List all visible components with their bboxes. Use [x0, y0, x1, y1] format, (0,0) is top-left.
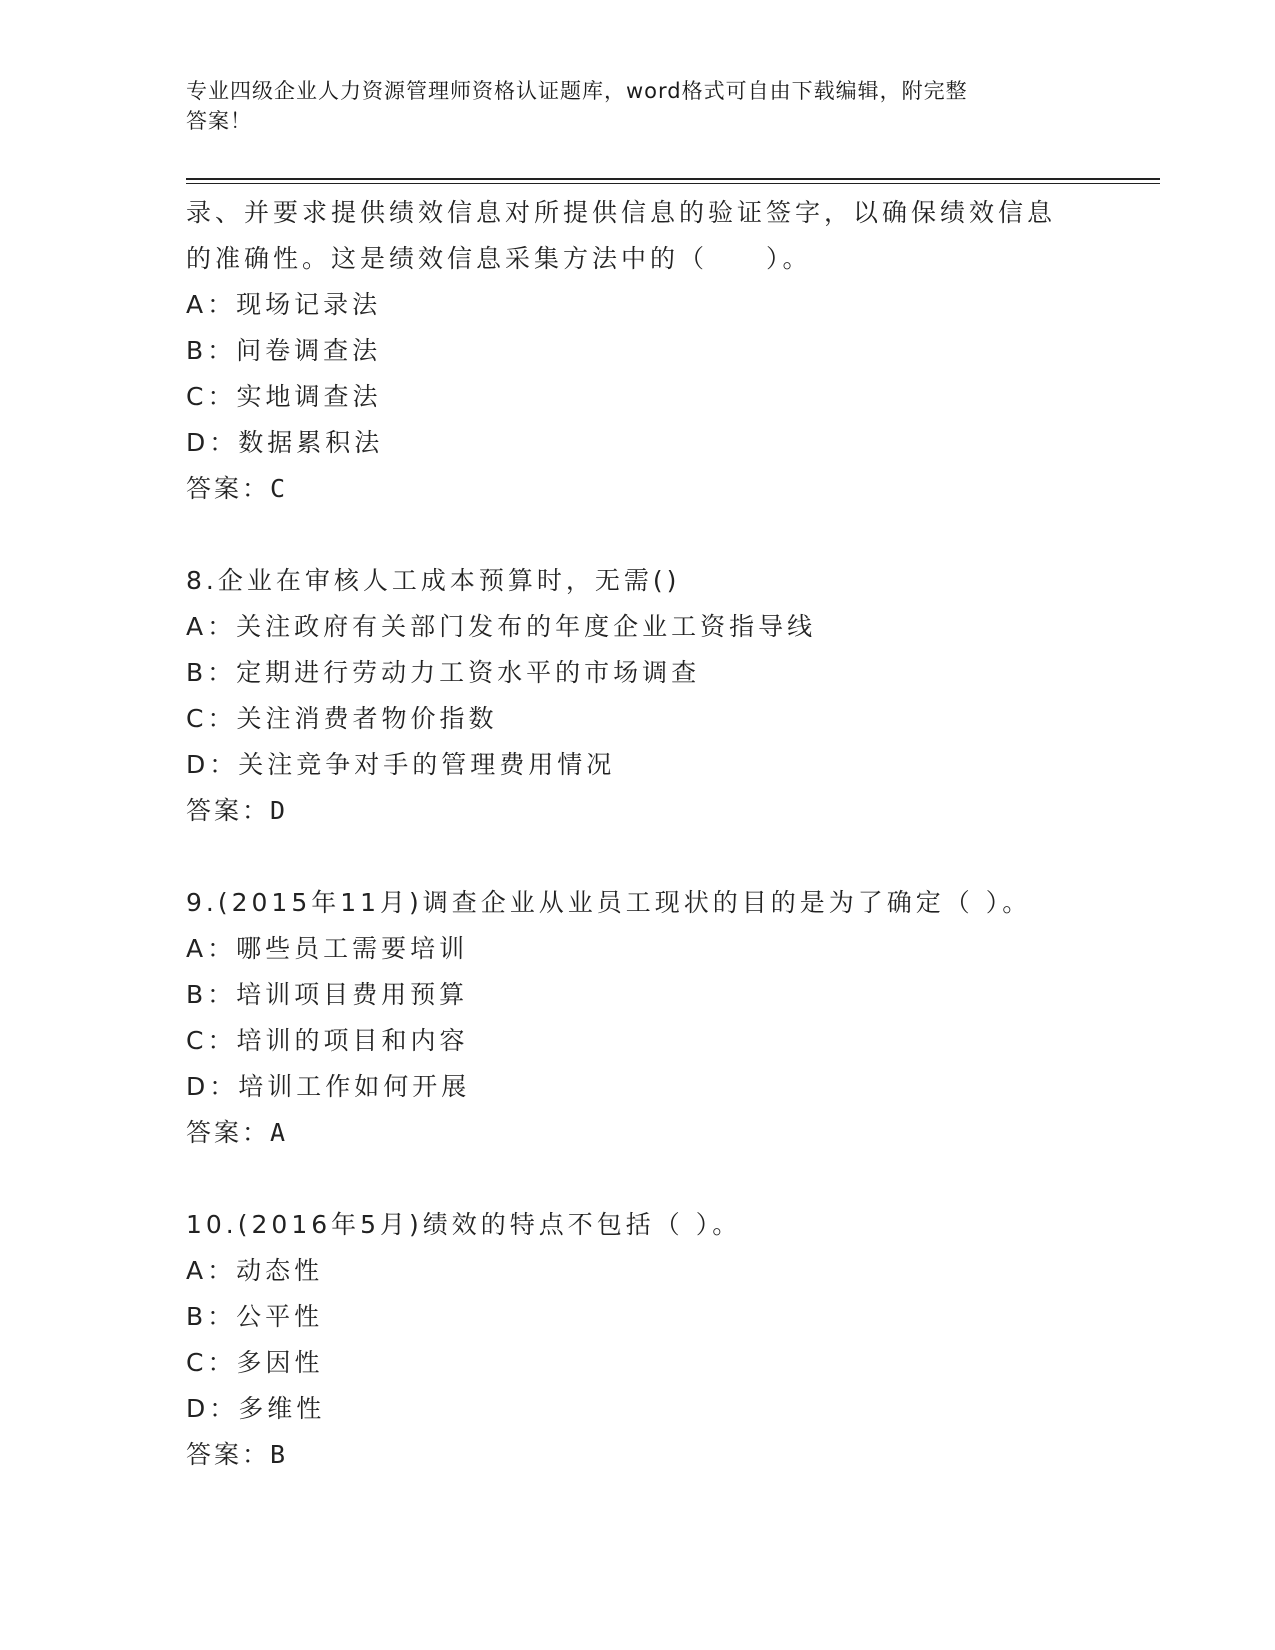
answer-line [186, 788, 1146, 834]
option-a: A：关注政府有关部门发布的年度企业工资指导线 [186, 612, 817, 641]
question-stem-line: 录、并要求提供绩效信息对所提供信息的验证签字，以确保绩效信息 [186, 198, 1057, 227]
answer-line [186, 1432, 1146, 1478]
question-list [186, 190, 1146, 1478]
answer-value: D [270, 796, 287, 825]
option-b: B：定期进行劳动力工资水平的市场调查 [186, 658, 701, 687]
option-b: B：培训项目费用预算 [186, 980, 469, 1009]
option-d: D：关注竞争对手的管理费用情况 [186, 750, 616, 779]
option-a: A：动态性 [186, 1256, 324, 1285]
spacer [186, 1156, 1146, 1202]
option-b: B：公平性 [186, 1302, 324, 1331]
header-text-line-1: 专业四级企业人力资源管理师资格认证题库，word格式可自由下载编辑，附完整 [186, 79, 968, 103]
answer-value: A [270, 1118, 287, 1147]
question-block-9 [186, 880, 1146, 1156]
header-text-line-2: 答案！ [186, 109, 252, 133]
question-stem: 8.企业在审核人工成本预算时，无需() [186, 566, 681, 595]
answer-label: 答案： [186, 1118, 271, 1147]
answer-label: 答案： [186, 1440, 271, 1469]
question-stem: 10.(2016年5月)绩效的特点不包括（ ）。 [186, 1210, 742, 1239]
option-b: B：问卷调查法 [186, 336, 382, 365]
answer-line [186, 1110, 1146, 1156]
option-a: A：现场记录法 [186, 290, 382, 319]
spacer [186, 834, 1146, 880]
page-header [186, 76, 1066, 136]
option-c: C：关注消费者物价指数 [186, 704, 498, 733]
answer-value: B [270, 1440, 287, 1469]
option-c: C：实地调查法 [186, 382, 382, 411]
option-c: C：多因性 [186, 1348, 324, 1377]
answer-label: 答案： [186, 796, 271, 825]
answer-value: C [270, 474, 287, 503]
question-block-8 [186, 558, 1146, 834]
option-d: D：培训工作如何开展 [186, 1072, 471, 1101]
option-d: D：多维性 [186, 1394, 326, 1423]
option-d: D：数据累积法 [186, 428, 384, 457]
question-stem: 9.(2015年11月)调查企业从业员工现状的目的是为了确定（ ）。 [186, 888, 1032, 917]
option-a: A：哪些员工需要培训 [186, 934, 469, 963]
question-block-continued [186, 190, 1146, 512]
header-divider-thin [186, 183, 1160, 184]
spacer [186, 512, 1146, 558]
answer-label: 答案： [186, 474, 271, 503]
question-block-10 [186, 1202, 1146, 1478]
header-divider-thick [186, 178, 1160, 180]
answer-line [186, 466, 1146, 512]
question-stem-line: 的准确性。这是绩效信息采集方法中的（ ）。 [186, 244, 812, 273]
option-c: C：培训的项目和内容 [186, 1026, 469, 1055]
